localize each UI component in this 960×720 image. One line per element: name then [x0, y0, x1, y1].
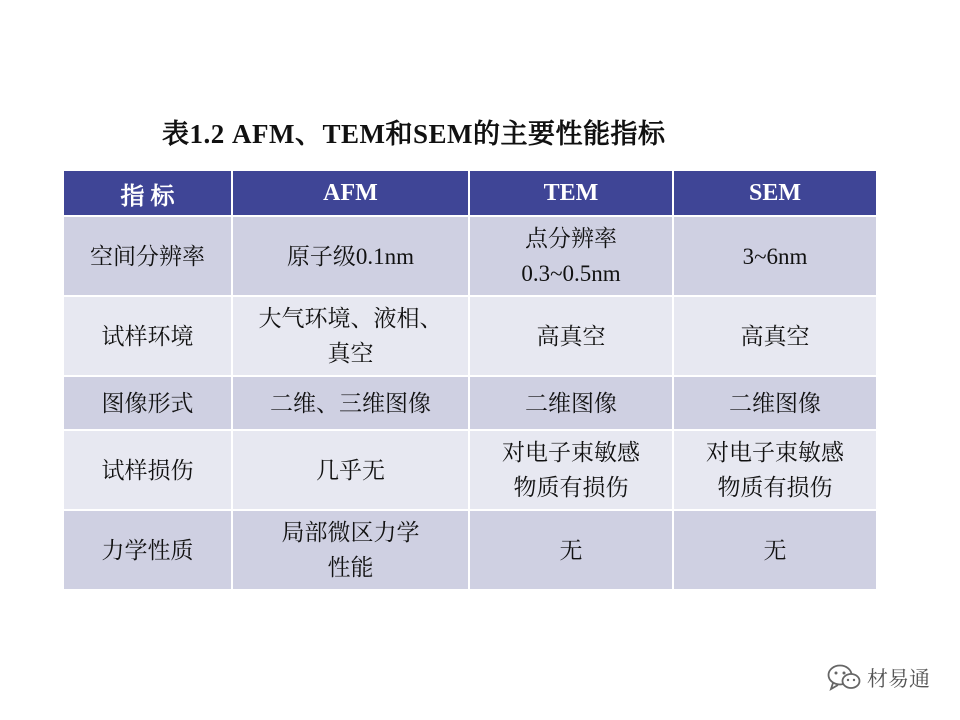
- table-header-row: [64, 171, 876, 216]
- table-cell: 试样环境: [64, 296, 232, 376]
- table-cell: 试样损伤: [64, 430, 232, 510]
- table-row: [64, 510, 876, 590]
- watermark: [827, 663, 930, 693]
- table-row: [64, 216, 876, 296]
- table-cell: 空间分辨率: [64, 216, 232, 296]
- table-cell: 大气环境、液相、 真空: [232, 296, 469, 376]
- table-cell: 原子级0.1nm: [232, 216, 469, 296]
- table-row: [64, 296, 876, 376]
- header-cell: 指 标: [64, 171, 232, 216]
- table-cell: 二维图像: [469, 376, 673, 430]
- table-cell: 无: [673, 510, 876, 590]
- watermark-text: 材易通: [867, 667, 930, 691]
- header-cell: AFM: [232, 171, 469, 216]
- table-cell: 点分辨率 0.3~0.5nm: [469, 216, 673, 296]
- table-row: [64, 430, 876, 510]
- table-cell: 高真空: [469, 296, 673, 376]
- table-cell: 图像形式: [64, 376, 232, 430]
- table-cell: 3~6nm: [673, 216, 876, 296]
- table-cell: 局部微区力学 性能: [232, 510, 469, 590]
- table-cell: 二维图像: [673, 376, 876, 430]
- table-cell: 对电子束敏感 物质有损伤: [673, 430, 876, 510]
- table-cell: 对电子束敏感 物质有损伤: [469, 430, 673, 510]
- table-cell: 高真空: [673, 296, 876, 376]
- wechat-icon: [827, 664, 861, 692]
- table-cell: 无: [469, 510, 673, 590]
- table-cell: 力学性质: [64, 510, 232, 590]
- performance-table: [64, 171, 876, 591]
- table-cell: 几乎无: [232, 430, 469, 510]
- header-cell: SEM: [673, 171, 876, 216]
- header-cell: TEM: [469, 171, 673, 216]
- table-row: [64, 376, 876, 430]
- table-cell: 二维、三维图像: [232, 376, 469, 430]
- slide-title: 表1.2 AFM、TEM和SEM的主要性能指标: [162, 119, 666, 149]
